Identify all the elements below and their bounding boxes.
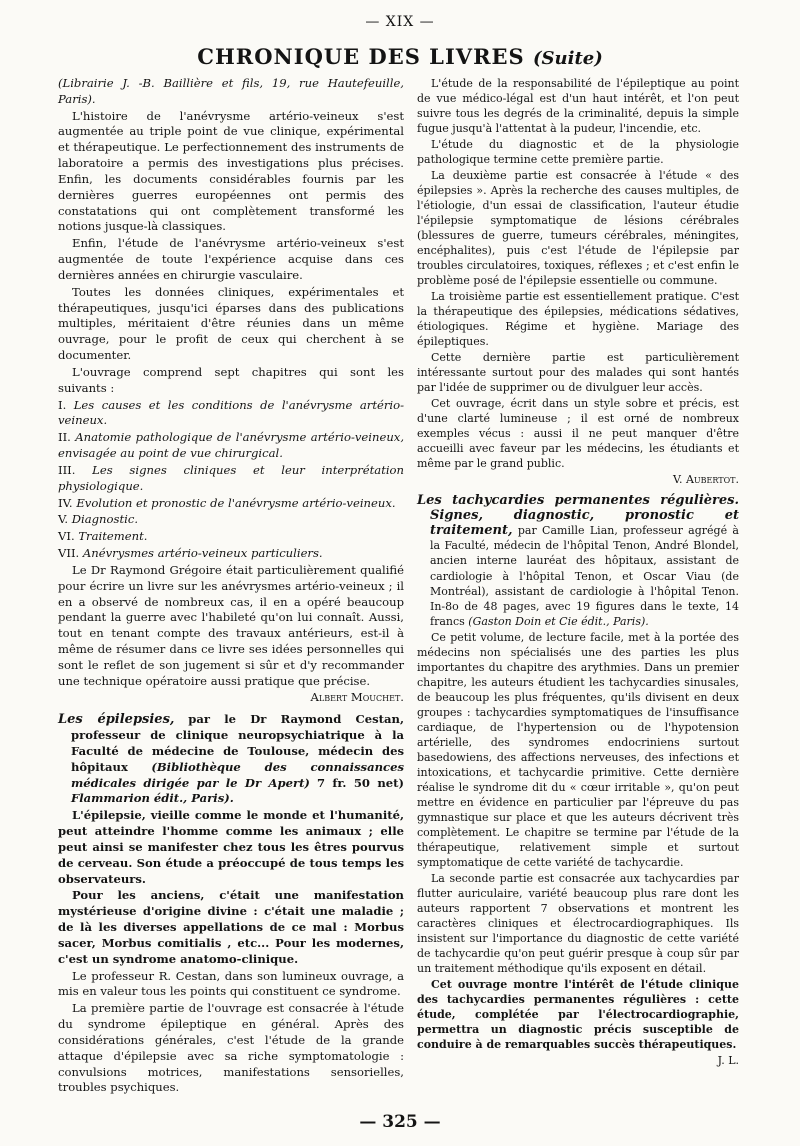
paragraph: Ce petit volume, de lecture facile, met à la portée des médecins non spécialisés une des parties les plus importantes du chapitre des arythmies. Dans un premier chapitre, les auteurs étudient les tachycardies sinusales, de beaucoup les plus fréquentes, qu'ils divisent en deux groupes : tachycardies symptomatiques de l'insuffisance cardiaque, de l'hypertension ou de l'hypotension artérielle, des syndromes endocriniens surtout basedowiens, des affections nerveuses, des infections et intoxications, et tachycardie primitive. Cette dernière réalise le syndrome dit du « cœur irritable », qu'on peut mettre en évidence en particulier par l'épreuve du pas gymnastique sur place et que les auteurs décrivent très complètement. Le chapitre se termine par l'étude de la thérapeutique, relativement simple et surtout symptomatique de cette variété de tachycardie. — [417, 630, 739, 869]
paragraph: L'histoire de l'anévrysme artério-veineux s'est augmentée au triple point de vue clinique, expérimental et thérapeutique. Le perfectionnement des instruments de laboratoire a permis des investigations plus précises. Enfin, les documents considérables fournis par les dernières guerres européennes ont permis des constatations qui ont complètement transformé les notions jusque-là classiques. — [58, 108, 404, 234]
review-heading: Les épilepsies, par le Dr Raymond Cestan, professeur de clinique neuropsychiatrique à la Faculté de médecine de Toulouse, médecin des hôpitaux (Bibliothèque des connaissances médicales dirigée par le Dr Apert) 7 fr. 50 net) Flammarion édit., Paris). — [58, 712, 405, 806]
signature: V. Aubertot. — [672, 473, 739, 487]
page-number: — 325 — — [359, 1112, 441, 1132]
paragraph: Cet ouvrage montre l'intérêt de l'étude clinique des tachycardies permanentes régulières : cette étude, complétée par l'électrocardiographie, permettra un diagnostic précis susceptible de conduire à de remarquables succès thérapeutiques. — [417, 977, 739, 1051]
publisher-line: (Librairie J. -B. Baillière et fils, 19, rue Hautefeuille, Paris). — [58, 76, 404, 106]
paragraph: Cet ouvrage, écrit dans un style sobre et précis, est d'une clarté lumineuse ; il est orné de nombreux exemples vécus : aussi il ne peut manquer d'être accueilli avec faveur par les médecins, les étudiants et même par le grand public. — [417, 397, 739, 471]
paragraph: La première partie de l'ouvrage est consacrée à l'étude du syndrome épileptique en général. Après des considérations générales, c'est l'étude de la grande attaque d'épilepsie avec sa riche symptomatologie : convulsions motrices, manifestations sensorielles, troubles psychiques. — [58, 1001, 404, 1095]
paragraph: Le professeur R. Cestan, dans son lumineux ouvrage, a mis en valeur tous les points qui constituent ce syndrome. — [58, 968, 404, 999]
signature: Albert Mouchet. — [310, 690, 404, 705]
paragraph: L'épilepsie, vieille comme le monde et l'humanité, peut atteindre l'homme comme les animaux ; elle peut ainsi se manifester chez tous les êtres pourvus de cerveau. Son étude a préoccupé de tous temps les observateurs. — [58, 808, 404, 886]
paragraph: L'étude du diagnostic et de la physiologie pathologique termine cette première partie. — [417, 138, 739, 167]
paragraph: Pour les anciens, c'était une manifestation mystérieuse d'origine divine : c'était une maladie ; de là les diverses appellations de ce mal : Morbus sacer, Morbus comitialis , etc... Pour les modernes, c'est un syndrome anatomo-clinique. — [58, 888, 404, 966]
paragraph: La troisième partie est essentiellement pratique. C'est la thérapeutique des épilepsies, médications sédatives, étiologiques. Régime et hygiène. Mariage des épileptiques. — [417, 290, 739, 349]
paragraph: La deuxième partie est consacrée à l'étude « des épilepsies ». Après la recherche des causes multiples, de l'étiologie, d'un essai de classification, l'auteur étudie l'épilepsie symptomatique de lésions cérébrales (blessures de guerre, tumeurs cérébrales, méningites, encéphalites), puis c'est l'étude de l'épilepsie par troubles circulatoires, toxiques, réflexes ; et c'est enfin le problème posé de l'épilepsie essentielle ou commune. — [417, 169, 739, 288]
paragraph: L'ouvrage comprend sept chapitres qui sont les suivants : — [58, 364, 404, 395]
page-title — [0, 44, 800, 69]
running-header: — XIX — — [365, 14, 435, 30]
title-suffix: (Suite) — [533, 48, 603, 69]
chapter-item: III. Les signes cliniques et leur interprétation physiologique. — [58, 462, 405, 493]
review-heading: Les tachycardies permanentes régulières. Signes, diagnostic, pronostic et traitement, par Camille Lian, professeur agrégé à la Faculté, médecin de l'hôpital Tenon, André Blondel, ancien interne lauréat des hôpitaux, assistant de cardiologie à l'hôpital Tenon, et Oscar Viau (de Montréal), assistant de cardiologie à l'hôpital Tenon. In-8o de 48 pages, avec 19 figures dans le texte, 14 francs (Gaston Doin et Cie édit., Paris). — [417, 493, 739, 628]
left-column — [58, 76, 404, 1097]
chapter-item: VI. Traitement. — [58, 529, 148, 544]
paragraph: Le Dr Raymond Grégoire était particulièrement qualifié pour écrire un livre sur les anévrysmes artério-veineux ; il en a observé de nombreux cas, il en a opéré beaucoup pendant la guerre avec l'habileté qu'on lui connaît. Aussi, tout en tenant compte des travaux antérieurs, est-il à même de résumer dans ce livre ses idées personnelles qui sont le reflet de son jugement si sûr et d'y recommander une technique opératoire aussi pratique que précise. — [58, 562, 404, 688]
paragraph: La seconde partie est consacrée aux tachycardies par flutter auriculaire, variété beaucoup plus rare dont les auteurs rapportent 7 observations et montrent les caractères cliniques et électrocardiographiques. Ils insistent sur l'importance du diagnostic de cette variété de tachycardie qu'on peut guérir presque à coup sûr par un traitement méthodique qu'ils exposent en détail. — [417, 871, 739, 975]
chapter-item: I. Les causes et les conditions de l'anévrysme artério-veineux. — [58, 397, 404, 428]
chapter-item: VII. Anévrysmes artério-veineux particuliers. — [58, 546, 323, 561]
paragraph: Toutes les données cliniques, expérimentales et thérapeutiques, jusqu'ici éparses dans des publications multiples, méritaient d'être réunies dans un même ouvrage, pour le profit de ceux qui cherchent à se documenter. — [58, 284, 404, 363]
chapter-item: II. Anatomie pathologique de l'anévrysme artério-veineux, envisagée au point de vue chirurgical. — [58, 430, 405, 461]
paragraph: Cette dernière partie est particulièrement intéressante surtout pour des malades qui sont hantés par l'idée de supprimer ou de divulguer leur accès. — [417, 351, 739, 395]
signature: J. L. — [717, 1054, 739, 1067]
chapter-item: V. Diagnostic. — [58, 512, 138, 527]
right-column — [417, 76, 739, 1069]
chapter-item: IV. Evolution et pronostic de l'anévrysme artério-veineux. — [58, 495, 396, 510]
paragraph: Enfin, l'étude de l'anévrysme artério-veineux s'est augmentée de toute l'expérience acquise dans ces dernières années en chirurgie vasculaire. — [58, 236, 404, 282]
chapter-list — [58, 398, 404, 562]
title-main: CHRONIQUE DES LIVRES — [197, 44, 525, 69]
paragraph: L'étude de la responsabilité de l'épileptique au point de vue médico-légal est d'un haut intérêt, et l'on peut suivre tous les degrés de la criminalité, depuis la simple fugue jusqu'à l'attentat à la pudeur, l'incendie, etc. — [417, 77, 739, 136]
